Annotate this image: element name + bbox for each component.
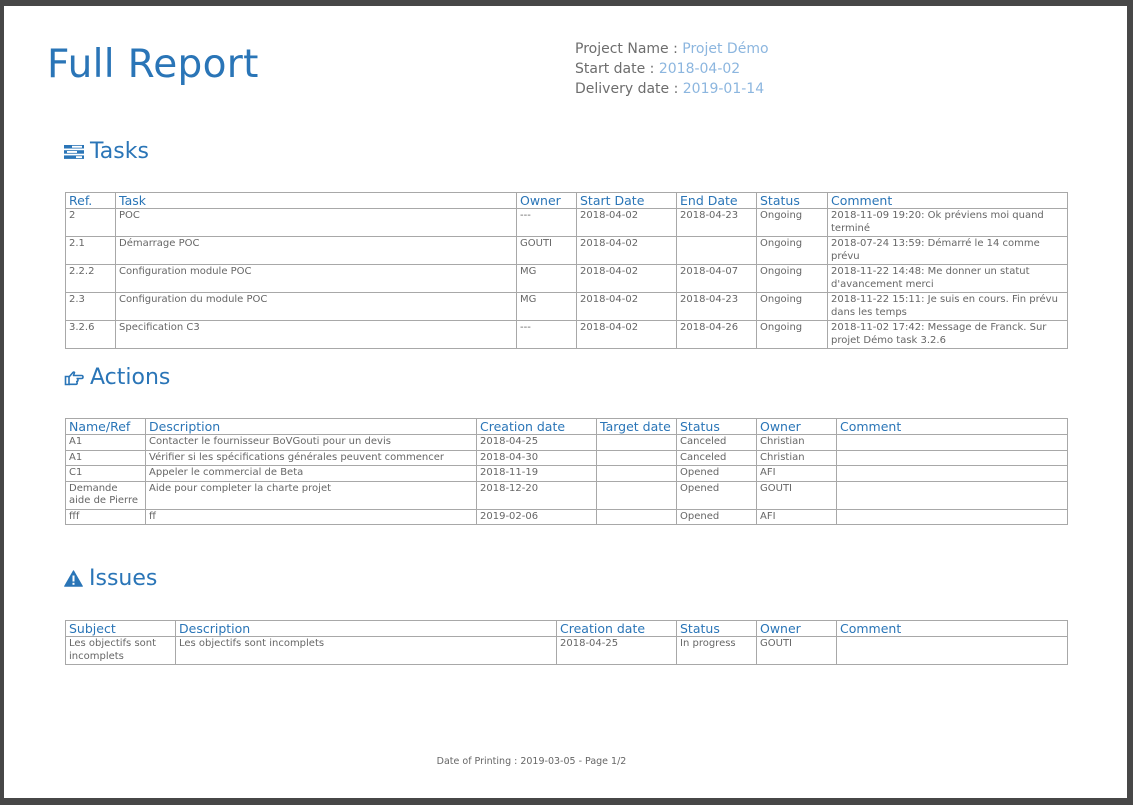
- tasks-col-ref: Ref.: [66, 193, 116, 209]
- task-owner: GOUTI: [517, 237, 577, 265]
- issue-creation-date: 2018-04-25: [557, 637, 677, 665]
- task-owner: MG: [517, 265, 577, 293]
- table-row: [66, 435, 1068, 451]
- action-description: Contacter le fournisseur BoVGouti pour un devis: [146, 435, 477, 451]
- actions-col-target-date: Target date: [597, 419, 677, 435]
- actions-col-status: Status: [677, 419, 757, 435]
- actions-col-comment: Comment: [837, 419, 1068, 435]
- delivery-date-value: 2019-01-14: [682, 81, 765, 97]
- action-ref: C1: [66, 466, 146, 482]
- task-start-date: 2018-04-02: [577, 265, 677, 293]
- task-ref: 2.3: [66, 293, 116, 321]
- delivery-date-label: Delivery date :: [575, 81, 683, 97]
- tasks-heading: [64, 139, 149, 164]
- action-target-date: [597, 466, 677, 482]
- task-end-date: [677, 237, 757, 265]
- action-target-date: [597, 450, 677, 466]
- table-row: [66, 293, 1068, 321]
- project-name-value: Projet Démo: [682, 41, 769, 57]
- start-date-value: 2018-04-02: [658, 61, 741, 77]
- table-row: [66, 265, 1068, 293]
- action-owner: Christian: [757, 450, 837, 466]
- action-description: Appeler le commercial de Beta: [146, 466, 477, 482]
- task-status: Ongoing: [757, 237, 828, 265]
- issue-subject: Les objectifs sont incomplets: [66, 637, 176, 665]
- task-start-date: 2018-04-02: [577, 209, 677, 237]
- task-comment: 2018-11-09 19:20: Ok préviens moi quand terminé: [828, 209, 1068, 237]
- actions-heading-text: Actions: [90, 365, 171, 390]
- task-ref: 2: [66, 209, 116, 237]
- task-status: Ongoing: [757, 321, 828, 349]
- task-comment: 2018-07-24 13:59: Démarré le 14 comme prévu: [828, 237, 1068, 265]
- issues-col-subject: Subject: [66, 621, 176, 637]
- action-target-date: [597, 481, 677, 509]
- action-ref: fff: [66, 509, 146, 525]
- table-row: [66, 481, 1068, 509]
- action-ref: A1: [66, 435, 146, 451]
- delivery-date-row: [575, 79, 769, 99]
- action-description: Vérifier si les spécifications générales peuvent commencer: [146, 450, 477, 466]
- tasks-icon: [64, 144, 84, 160]
- action-creation-date: 2018-04-30: [477, 450, 597, 466]
- table-row: [66, 509, 1068, 525]
- table-row: [66, 450, 1068, 466]
- task-start-date: 2018-04-02: [577, 237, 677, 265]
- actions-heading: [64, 365, 170, 390]
- print-footer: Date of Printing : 2019-03-05 - Page 1/2: [436, 756, 627, 767]
- task-name: Configuration du module POC: [116, 293, 517, 321]
- actions-col-owner: Owner: [757, 419, 837, 435]
- tasks-col-status: Status: [757, 193, 828, 209]
- issues-col-creation-date: Creation date: [557, 621, 677, 637]
- table-row: [66, 466, 1068, 482]
- issues-header-row: [66, 621, 1068, 637]
- action-comment: [837, 481, 1068, 509]
- task-name: Specification C3: [116, 321, 517, 349]
- tasks-col-start-date: Start Date: [577, 193, 677, 209]
- task-end-date: 2018-04-07: [677, 265, 757, 293]
- issues-heading-text: Issues: [89, 566, 158, 591]
- task-name: Configuration module POC: [116, 265, 517, 293]
- table-row: [66, 209, 1068, 237]
- action-creation-date: 2018-12-20: [477, 481, 597, 509]
- start-date-label: Start date :: [575, 61, 659, 77]
- task-start-date: 2018-04-02: [577, 293, 677, 321]
- issues-col-status: Status: [677, 621, 757, 637]
- action-status: Canceled: [677, 435, 757, 451]
- task-status: Ongoing: [757, 265, 828, 293]
- tasks-col-comment: Comment: [828, 193, 1068, 209]
- task-comment: 2018-11-02 17:42: Message de Franck. Sur projet Démo task 3.2.6: [828, 321, 1068, 349]
- task-end-date: 2018-04-23: [677, 209, 757, 237]
- action-ref: A1: [66, 450, 146, 466]
- action-comment: [837, 450, 1068, 466]
- action-ref: Demande aide de Pierre: [66, 481, 146, 509]
- actions-col-creation-date: Creation date: [477, 419, 597, 435]
- action-comment: [837, 509, 1068, 525]
- project-name-row: [575, 39, 769, 59]
- action-status: Canceled: [677, 450, 757, 466]
- report-title: Full Report: [47, 42, 259, 87]
- actions-col-description: Description: [146, 419, 477, 435]
- task-comment: 2018-11-22 14:48: Me donner un statut d'avancement merci: [828, 265, 1068, 293]
- table-row: [66, 321, 1068, 349]
- issues-col-comment: Comment: [837, 621, 1068, 637]
- action-owner: AFI: [757, 466, 837, 482]
- action-owner: Christian: [757, 435, 837, 451]
- tasks-header-row: [66, 193, 1068, 209]
- task-status: Ongoing: [757, 293, 828, 321]
- issue-comment: [837, 637, 1068, 665]
- issues-table: [65, 620, 1068, 665]
- action-target-date: [597, 435, 677, 451]
- report-page: [4, 6, 1127, 798]
- tasks-col-task: Task: [116, 193, 517, 209]
- actions-header-row: [66, 419, 1068, 435]
- task-end-date: 2018-04-23: [677, 293, 757, 321]
- tasks-table: [65, 192, 1068, 349]
- table-row: [66, 237, 1068, 265]
- issue-owner: GOUTI: [757, 637, 837, 665]
- action-description: ff: [146, 509, 477, 525]
- warning-icon: [64, 570, 83, 587]
- action-creation-date: 2019-02-06: [477, 509, 597, 525]
- action-creation-date: 2018-11-19: [477, 466, 597, 482]
- task-ref: 2.1: [66, 237, 116, 265]
- action-description: Aide pour completer la charte projet: [146, 481, 477, 509]
- hand-point-right-icon: [64, 370, 84, 386]
- issue-description: Les objectifs sont incomplets: [176, 637, 557, 665]
- tasks-heading-text: Tasks: [90, 139, 149, 164]
- action-status: Opened: [677, 481, 757, 509]
- start-date-row: [575, 59, 769, 79]
- task-ref: 3.2.6: [66, 321, 116, 349]
- actions-table: [65, 418, 1068, 525]
- action-status: Opened: [677, 466, 757, 482]
- issues-col-owner: Owner: [757, 621, 837, 637]
- task-ref: 2.2.2: [66, 265, 116, 293]
- task-name: Démarrage POC: [116, 237, 517, 265]
- tasks-col-end-date: End Date: [677, 193, 757, 209]
- actions-col-name-ref: Name/Ref: [66, 419, 146, 435]
- table-row: [66, 637, 1068, 665]
- action-target-date: [597, 509, 677, 525]
- action-creation-date: 2018-04-25: [477, 435, 597, 451]
- tasks-col-owner: Owner: [517, 193, 577, 209]
- action-owner: AFI: [757, 509, 837, 525]
- task-owner: MG: [517, 293, 577, 321]
- issue-status: In progress: [677, 637, 757, 665]
- action-comment: [837, 466, 1068, 482]
- task-owner: ---: [517, 321, 577, 349]
- action-status: Opened: [677, 509, 757, 525]
- task-start-date: 2018-04-02: [577, 321, 677, 349]
- task-end-date: 2018-04-26: [677, 321, 757, 349]
- project-name-label: Project Name :: [575, 41, 683, 57]
- issues-heading: [64, 566, 157, 591]
- task-owner: ---: [517, 209, 577, 237]
- task-name: POC: [116, 209, 517, 237]
- action-comment: [837, 435, 1068, 451]
- task-status: Ongoing: [757, 209, 828, 237]
- task-comment: 2018-11-22 15:11: Je suis en cours. Fin prévu dans les temps: [828, 293, 1068, 321]
- project-meta: [575, 39, 769, 99]
- action-owner: GOUTI: [757, 481, 837, 509]
- issues-col-description: Description: [176, 621, 557, 637]
